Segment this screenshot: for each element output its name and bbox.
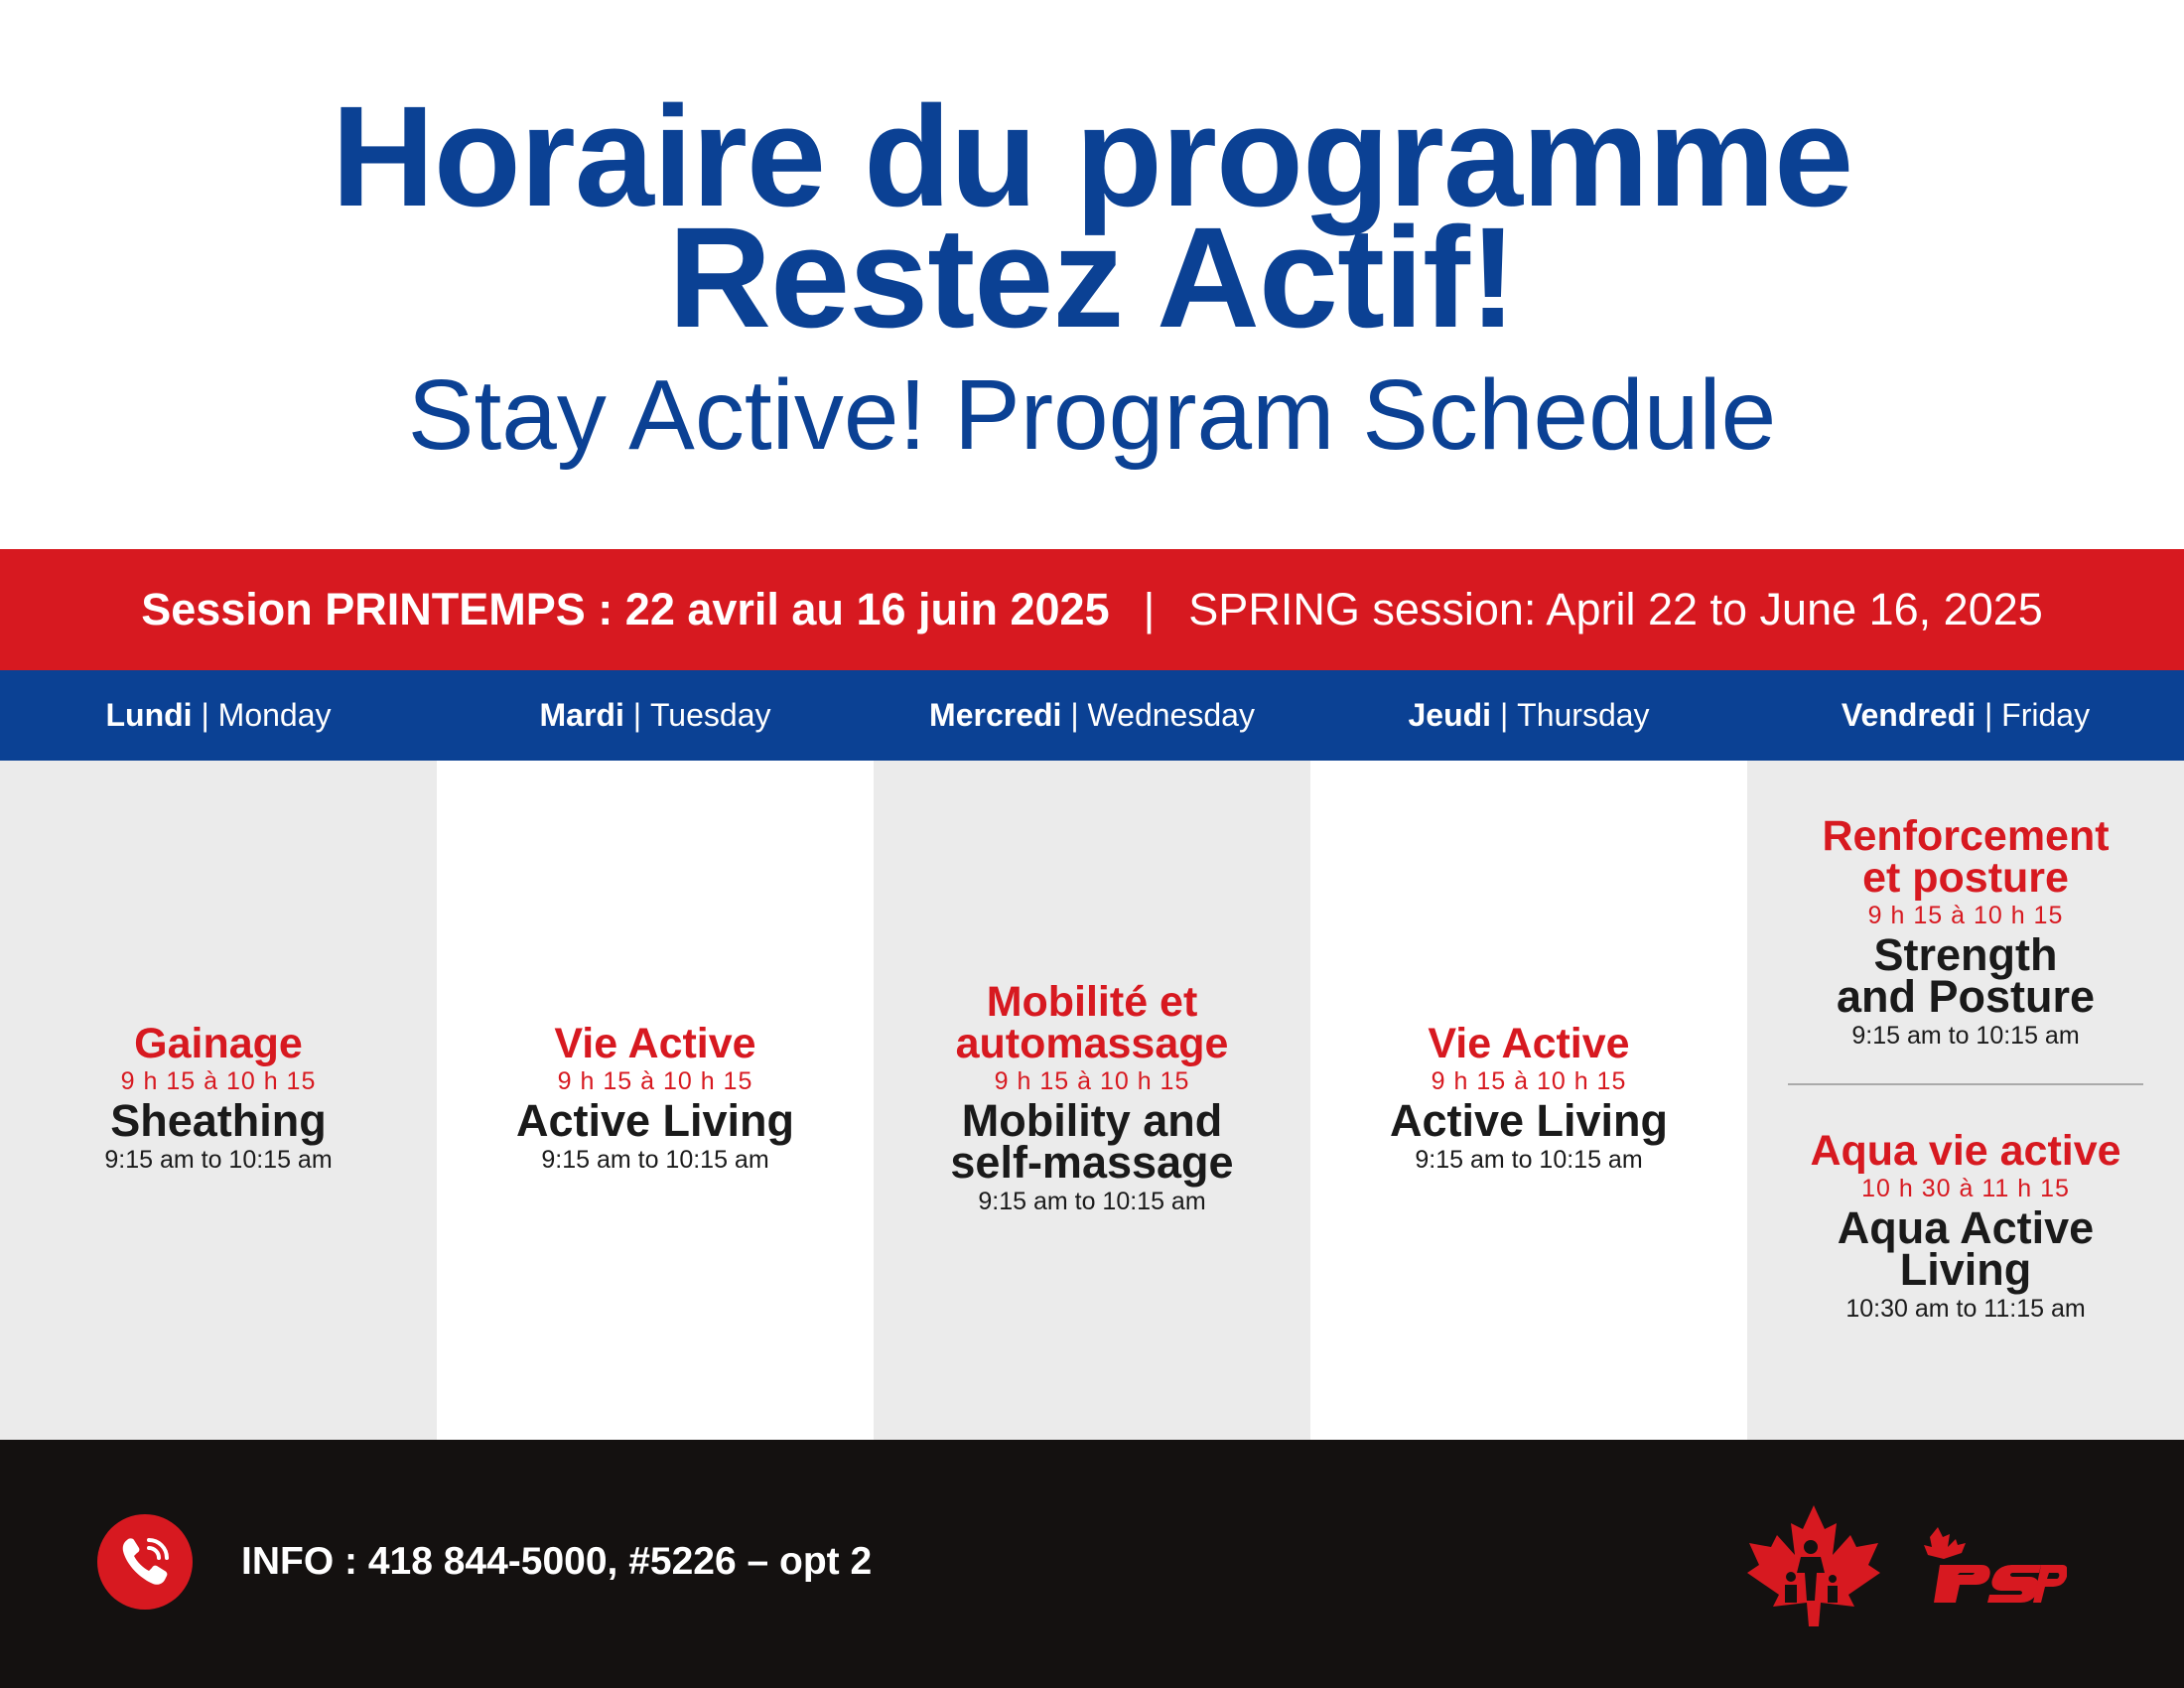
day-header-wednesday <box>874 670 1310 761</box>
tuesday-column <box>437 761 874 1440</box>
activity-fr: Gainage <box>134 1020 303 1067</box>
time-fr: 10 h 30 à 11 h 15 <box>1861 1175 2070 1202</box>
time-en: 9:15 am to 10:15 am <box>541 1146 769 1174</box>
day-en: Wednesday <box>1087 697 1255 733</box>
session-en: SPRING session: April 22 to June 16, 2025 <box>1188 584 2043 634</box>
activity-en-line2: Living <box>1899 1244 2032 1295</box>
time-en: 9:15 am to 10:15 am <box>104 1146 333 1174</box>
activity-en: Active Living <box>1389 1095 1669 1146</box>
time-en: 9:15 am to 10:15 am <box>1415 1146 1643 1174</box>
day-fr: Mercredi <box>929 697 1062 733</box>
day-fr: Vendredi <box>1841 697 1977 733</box>
session-separator: | <box>1143 584 1156 634</box>
day-header-tuesday <box>437 670 874 761</box>
phone-icon[interactable] <box>97 1514 193 1610</box>
time-en: 10:30 am to 11:15 am <box>1845 1295 2086 1323</box>
friday-slot-2 <box>1747 1127 2184 1327</box>
day-fr: Jeudi <box>1408 697 1492 733</box>
day-en: Monday <box>217 697 332 733</box>
time-en: 9:15 am to 10:15 am <box>1851 1022 2080 1050</box>
footer <box>0 1440 2184 1688</box>
activity-en: Active Living <box>515 1095 795 1146</box>
activity-fr-line1: Renforcement <box>1822 812 2110 860</box>
day-en: Friday <box>2001 697 2091 733</box>
day-sep: | <box>1491 697 1518 733</box>
days-header-row <box>0 670 2184 761</box>
activity-fr-line1: Aqua vie active <box>1810 1127 2121 1175</box>
friday-slot-1 <box>1747 812 2184 1054</box>
day-fr: Lundi <box>105 697 193 733</box>
activity-en: Sheathing <box>110 1095 327 1146</box>
day-header-friday <box>1747 670 2184 761</box>
day-en: Tuesday <box>649 697 771 733</box>
activity-en-line1: Strength <box>1873 929 2058 980</box>
time-en: 9:15 am to 10:15 am <box>978 1188 1206 1215</box>
activity-en-line2: self-massage <box>950 1137 1234 1188</box>
thursday-column <box>1310 761 1747 1440</box>
day-fr: Mardi <box>539 697 624 733</box>
schedule-grid <box>0 761 2184 1440</box>
day-en: Thursday <box>1517 697 1650 733</box>
day-sep: | <box>1061 697 1088 733</box>
activity-en-line1: Aqua Active <box>1837 1202 2095 1253</box>
day-sep: | <box>192 697 218 733</box>
activity-fr-line1: Mobilité et <box>986 978 1198 1026</box>
wednesday-column <box>874 761 1310 1440</box>
friday-column <box>1747 761 2184 1440</box>
info-contact: INFO : 418 844-5000, #5226 – opt 2 <box>241 1540 873 1583</box>
time-fr: 9 h 15 à 10 h 15 <box>1867 902 2064 929</box>
activity-fr-line2: automassage <box>955 1020 1229 1067</box>
monday-column <box>0 761 437 1440</box>
time-fr: 9 h 15 à 10 h 15 <box>1431 1067 1627 1095</box>
activity-fr: Vie Active <box>554 1020 756 1067</box>
day-sep: | <box>623 697 650 733</box>
time-fr: 9 h 15 à 10 h 15 <box>994 1067 1190 1095</box>
day-header-monday <box>0 670 437 761</box>
session-banner <box>0 549 2184 670</box>
day-sep: | <box>1976 697 2002 733</box>
activity-en-line2: and Posture <box>1836 971 2096 1022</box>
session-fr: Session PRINTEMPS : 22 avril au 16 juin 2025 <box>141 584 1110 634</box>
activity-fr: Vie Active <box>1428 1020 1630 1067</box>
activity-fr-line2: et posture <box>1862 854 2069 902</box>
title-en: Stay Active! Program Schedule <box>407 359 1777 471</box>
psp-logo <box>1924 1525 2067 1609</box>
title-fr-line2: Restez Actif! <box>668 198 1516 357</box>
page-header <box>0 0 2184 549</box>
activity-en-line1: Mobility and <box>961 1095 1223 1146</box>
day-header-thursday <box>1310 670 1747 761</box>
maple-leaf-logo <box>1745 1503 1882 1628</box>
time-fr: 9 h 15 à 10 h 15 <box>120 1067 317 1095</box>
slot-divider <box>1788 1083 2143 1085</box>
time-fr: 9 h 15 à 10 h 15 <box>557 1067 753 1095</box>
title-fr-line1: Horaire du programme <box>331 76 1853 236</box>
